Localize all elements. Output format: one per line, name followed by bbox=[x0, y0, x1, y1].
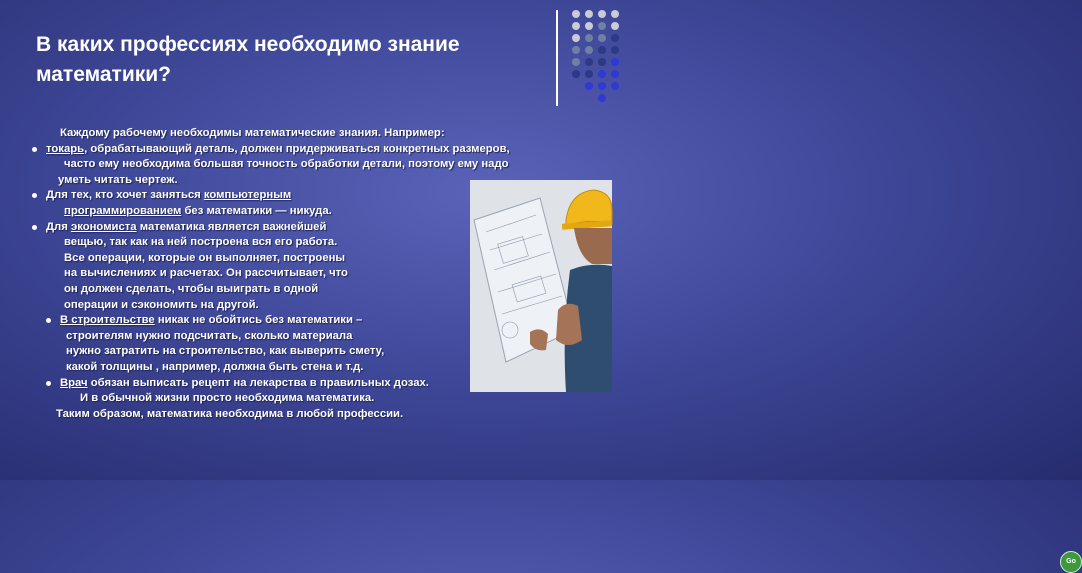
decorative-dot-grid bbox=[572, 10, 636, 106]
decorative-dot bbox=[572, 34, 580, 42]
decorative-dot bbox=[585, 10, 593, 18]
economist-text-3: Все операции, которые он выполняет, построены bbox=[64, 251, 346, 264]
decorative-dot bbox=[611, 34, 619, 42]
worker-illustration bbox=[470, 180, 612, 392]
decorative-dot bbox=[572, 70, 580, 78]
decorative-dot bbox=[585, 22, 593, 30]
bullet-item-turner bbox=[38, 142, 608, 158]
intro-line: Каждому рабочему необходимы математические знания. Например: bbox=[60, 127, 445, 139]
decorative-dot bbox=[572, 10, 580, 18]
link-construction[interactable]: В строительстве bbox=[60, 314, 155, 327]
economist-text-6: операции и сэкономить на другой. bbox=[64, 298, 259, 311]
doctor-text-2: И в обычной жизни просто необходима математика. bbox=[80, 392, 375, 405]
decorative-dot bbox=[611, 46, 619, 54]
bullet-icon bbox=[32, 225, 37, 230]
link-turner[interactable]: токарь bbox=[46, 142, 85, 155]
construction-text-1: никак не обойтись без математики – bbox=[154, 314, 363, 327]
construction-text-4: какой толщины , например, должна быть стена и т.д. bbox=[66, 360, 364, 373]
doctor-text-1: обязан выписать рецепт на лекарства в правильных дозах. bbox=[87, 376, 429, 389]
decorative-dot bbox=[572, 22, 580, 30]
decorative-dot bbox=[598, 22, 606, 30]
worker-blueprint-photo bbox=[470, 180, 1076, 565]
economist-text-pre: Для bbox=[46, 220, 71, 233]
decorative-dot bbox=[598, 46, 606, 54]
bullet-icon bbox=[32, 193, 37, 198]
decorative-dot bbox=[585, 46, 593, 54]
decorative-dot bbox=[611, 82, 619, 90]
slide-title: В каких профессиях необходимо знание математики? bbox=[36, 33, 460, 86]
decorative-dot bbox=[598, 94, 606, 102]
decorative-dot bbox=[598, 10, 606, 18]
decorative-dot bbox=[585, 70, 593, 78]
economist-text-1: математика является важнейшей bbox=[136, 220, 327, 233]
bullet-icon bbox=[32, 147, 37, 152]
bullet-icon bbox=[46, 318, 51, 323]
construction-text-3: нужно затратить на строительство, как выверить смету, bbox=[66, 345, 385, 358]
decorative-dot bbox=[572, 58, 580, 66]
economist-text-2: вещью, так как на ней построена вся его работа. bbox=[64, 236, 338, 249]
programming-text-1: Для тех, кто хочет заняться bbox=[46, 189, 204, 202]
economist-text-4: на вычислениях и расчетах. Он рассчитывает, что bbox=[64, 267, 348, 280]
programming-text-2: без математики — никуда. bbox=[181, 204, 332, 217]
decorative-dot bbox=[598, 58, 606, 66]
decorative-dot bbox=[585, 82, 593, 90]
decorative-dot bbox=[572, 46, 580, 54]
construction-text-2: строителям нужно подсчитать, сколько материала bbox=[66, 329, 353, 342]
decorative-dot bbox=[598, 34, 606, 42]
link-programming[interactable]: программированием bbox=[64, 204, 182, 217]
decorative-dot bbox=[611, 70, 619, 78]
link-economist[interactable]: экономиста bbox=[70, 220, 137, 233]
decorative-dot bbox=[611, 10, 619, 18]
decorative-dot bbox=[611, 58, 619, 66]
turner-text-3: уметь читать чертеж. bbox=[58, 173, 178, 186]
divider-line bbox=[556, 10, 558, 106]
link-computer[interactable]: компьютерным bbox=[203, 189, 292, 202]
turner-text-1: , обрабатывающий деталь, должен придерживаться конкретных размеров, bbox=[84, 142, 510, 155]
link-doctor[interactable]: Врач bbox=[60, 376, 88, 389]
conclusion-text: Таким образом, математика необходима в любой профессии. bbox=[56, 407, 404, 420]
decorative-dot bbox=[585, 34, 593, 42]
decorative-dot bbox=[585, 58, 593, 66]
decorative-dot bbox=[598, 70, 606, 78]
go-badge-icon[interactable]: Go bbox=[1060, 551, 1082, 573]
bullet-icon bbox=[46, 381, 51, 386]
economist-text-5: он должен сделать, чтобы выиграть в одной bbox=[64, 282, 319, 295]
turner-text-2: часто ему необходима большая точность обработки детали, поэтому ему надо bbox=[64, 158, 509, 171]
decorative-dot bbox=[598, 82, 606, 90]
decorative-dot bbox=[611, 22, 619, 30]
